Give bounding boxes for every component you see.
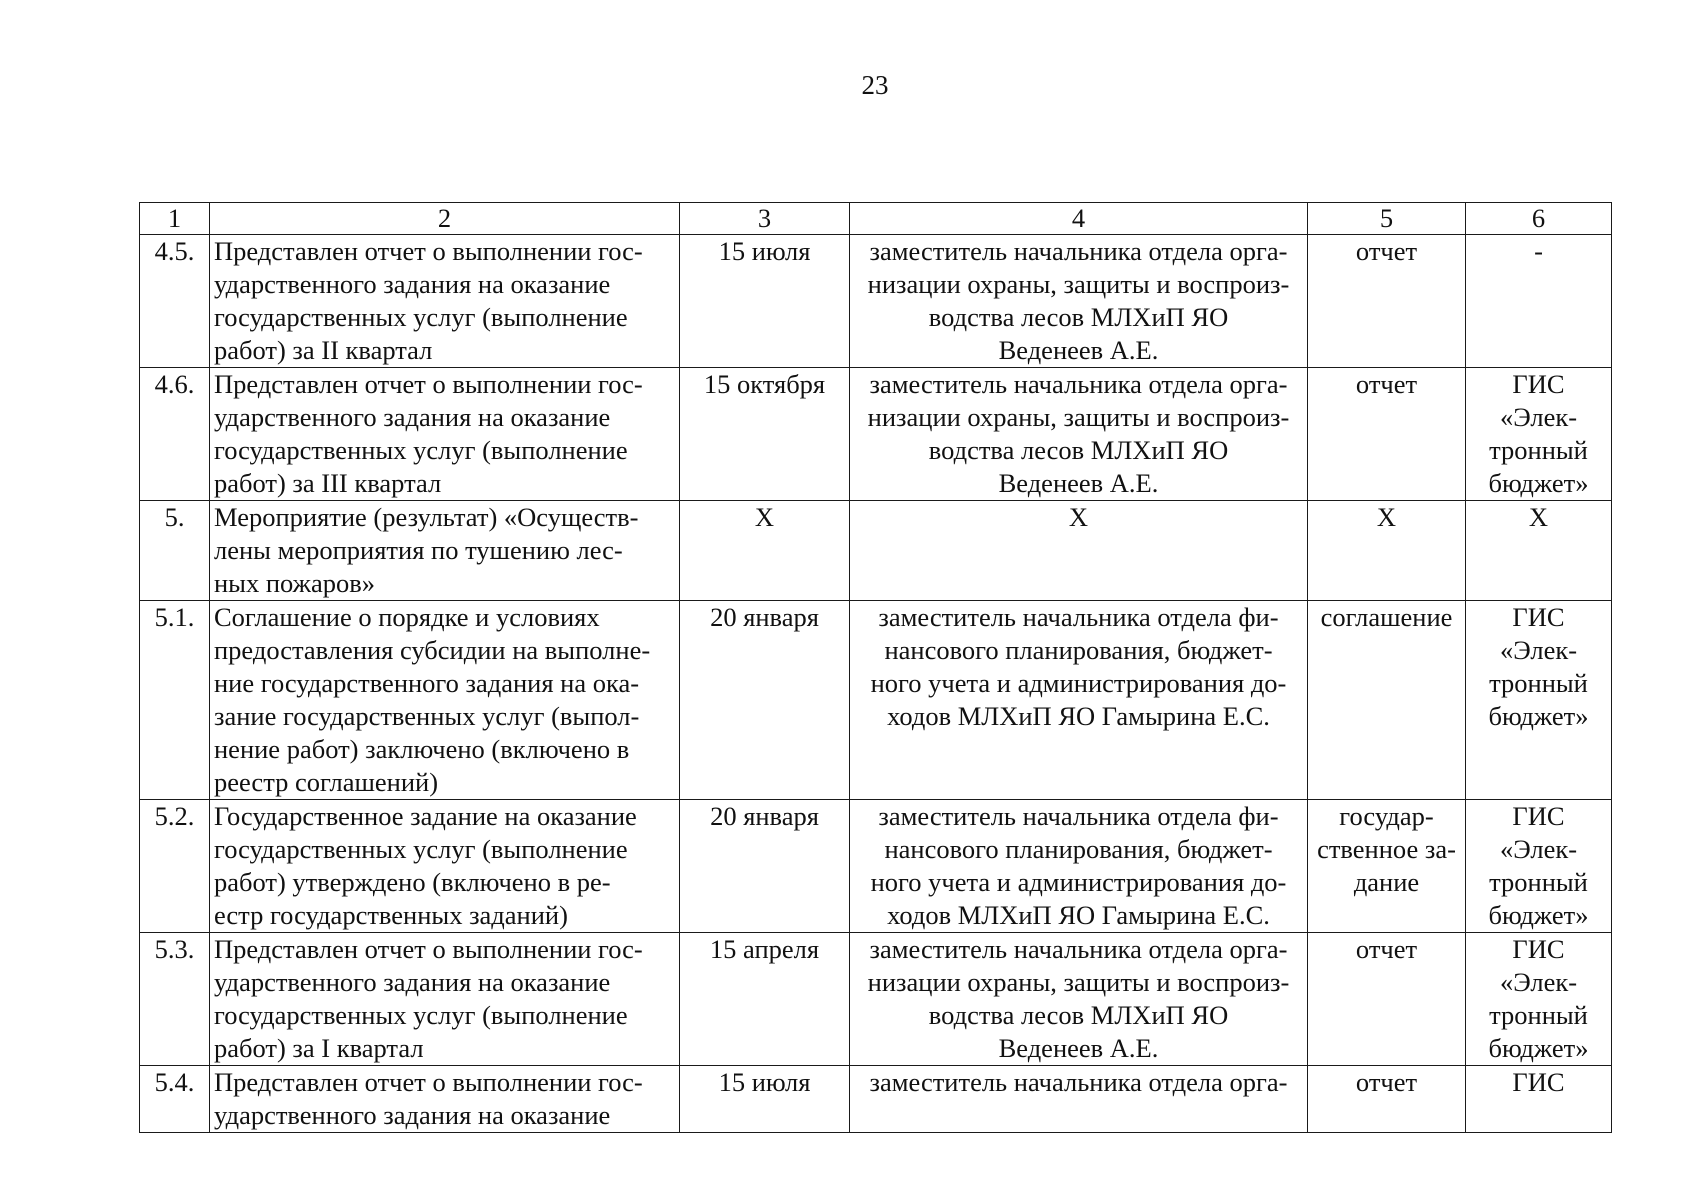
document-type-cell — [1308, 800, 1466, 933]
information-system-cell — [1466, 1066, 1612, 1133]
responsible-cell-line: ного учета и администрирования до- — [870, 668, 1287, 698]
deadline-cell: 20 января — [680, 601, 850, 800]
deadline-cell: X — [680, 501, 850, 601]
event-name-cell-line: государственных услуг (выполнение — [214, 834, 628, 864]
event-name-cell-line: ных пожаров» — [214, 568, 375, 598]
event-name-cell-line: работ) за I квартал — [214, 1033, 424, 1063]
information-system-cell-line: тронный — [1489, 1000, 1588, 1030]
responsible-cell-line: Веденеев А.Е. — [998, 1033, 1159, 1063]
information-system-cell-line: «Элек- — [1499, 834, 1578, 864]
responsible-cell-line: заместитель начальника отдела орга- — [869, 369, 1288, 399]
document-type-cell-line: отчет — [1355, 236, 1418, 266]
responsible-cell-line: водства лесов МЛХиП ЯО — [928, 302, 1229, 332]
responsible-cell-line: ного учета и администрирования до- — [870, 867, 1287, 897]
document-type-cell — [1308, 933, 1466, 1066]
column-header: 2 — [210, 203, 680, 235]
responsible-cell-line: водства лесов МЛХиП ЯО — [928, 435, 1229, 465]
document-type-cell-line: ственное за- — [1317, 834, 1456, 864]
table-row — [140, 501, 1612, 601]
column-header: 3 — [680, 203, 850, 235]
column-header: 5 — [1308, 203, 1466, 235]
responsible-cell — [850, 800, 1308, 933]
row-number-cell: 4.6. — [140, 368, 210, 501]
event-name-cell-line: ударственного задания на оказание — [214, 269, 611, 299]
event-name-cell-line: работ) утверждено (включено в ре- — [214, 867, 611, 897]
information-system-cell — [1466, 501, 1612, 601]
information-system-cell — [1466, 368, 1612, 501]
event-name-cell — [210, 800, 680, 933]
information-system-cell — [1466, 933, 1612, 1066]
table-row — [140, 1066, 1612, 1133]
deadline-cell: 15 июля — [680, 1066, 850, 1133]
event-name-cell-line: государственных услуг (выполнение — [214, 435, 628, 465]
responsible-cell-line: X — [1068, 502, 1089, 532]
event-name-cell-line: зание государственных услуг (выпол- — [214, 701, 640, 731]
information-system-cell-line: бюджет» — [1488, 468, 1589, 498]
event-name-cell-line: Мероприятие (результат) «Осуществ- — [214, 502, 639, 532]
responsible-cell — [850, 933, 1308, 1066]
responsible-cell-line: ходов МЛХиП ЯО Гамырина Е.С. — [887, 900, 1270, 930]
event-name-cell-line: нение работ) заключено (включено в — [214, 734, 630, 764]
event-name-cell-line: Государственное задание на оказание — [214, 801, 637, 831]
event-name-cell-line: лены мероприятия по тушению лес- — [214, 535, 623, 565]
information-system-cell-line: бюджет» — [1488, 1033, 1589, 1063]
event-name-cell-line: предоставления субсидии на выполне- — [214, 635, 651, 665]
information-system-cell-line: тронный — [1489, 435, 1588, 465]
table-row — [140, 933, 1612, 1066]
information-system-cell-line: ГИС — [1512, 1067, 1565, 1097]
event-name-cell-line: Представлен отчет о выполнении гос- — [214, 1067, 643, 1097]
information-system-cell — [1466, 601, 1612, 800]
responsible-cell-line: заместитель начальника отдела фи- — [878, 602, 1279, 632]
document-type-cell — [1308, 235, 1466, 368]
event-name-cell-line: Соглашение о порядке и условиях — [214, 602, 600, 632]
event-name-cell-line: работ) за II квартал — [214, 335, 433, 365]
table-row — [140, 800, 1612, 933]
responsible-cell-line: нансового планирования, бюджет- — [884, 834, 1273, 864]
row-number-cell: 4.5. — [140, 235, 210, 368]
document-type-cell-line: отчет — [1355, 934, 1418, 964]
information-system-cell-line: ГИС — [1512, 369, 1565, 399]
row-number-cell: 5.1. — [140, 601, 210, 800]
event-name-cell-line: Представлен отчет о выполнении гос- — [214, 236, 643, 266]
row-number-cell: 5. — [140, 501, 210, 601]
event-name-cell — [210, 1066, 680, 1133]
document-type-cell-line: государ- — [1339, 801, 1434, 831]
responsible-cell-line: низации охраны, защиты и воспроиз- — [867, 269, 1290, 299]
responsible-cell-line: низации охраны, защиты и воспроиз- — [867, 967, 1290, 997]
responsible-cell-line: низации охраны, защиты и воспроиз- — [867, 402, 1290, 432]
responsible-cell — [850, 1066, 1308, 1133]
event-name-cell-line: ударственного задания на оказание — [214, 1100, 611, 1130]
information-system-cell-line: бюджет» — [1488, 701, 1589, 731]
document-type-cell-line: отчет — [1355, 369, 1418, 399]
responsible-cell-line: заместитель начальника отдела орга- — [869, 934, 1288, 964]
table-header-row — [140, 203, 1612, 235]
responsible-cell-line: Веденеев А.Е. — [998, 335, 1159, 365]
event-name-cell — [210, 368, 680, 501]
event-name-cell — [210, 235, 680, 368]
document-type-cell-line: X — [1376, 502, 1397, 532]
event-name-cell — [210, 601, 680, 800]
event-name-cell — [210, 501, 680, 601]
event-name-cell-line: Представлен отчет о выполнении гос- — [214, 934, 643, 964]
responsible-cell-line: ходов МЛХиП ЯО Гамырина Е.С. — [887, 701, 1270, 731]
information-system-cell-line: ГИС — [1512, 934, 1565, 964]
information-system-cell-line: бюджет» — [1488, 900, 1589, 930]
responsible-cell-line: водства лесов МЛХиП ЯО — [928, 1000, 1229, 1030]
responsible-cell — [850, 501, 1308, 601]
responsible-cell-line: заместитель начальника отдела орга- — [869, 236, 1288, 266]
responsible-cell-line: Веденеев А.Е. — [998, 468, 1159, 498]
information-system-cell — [1466, 235, 1612, 368]
plan-table — [139, 202, 1612, 1133]
event-name-cell-line: ударственного задания на оказание — [214, 402, 611, 432]
row-number-cell: 5.2. — [140, 800, 210, 933]
document-type-cell-line: дание — [1353, 867, 1420, 897]
information-system-cell-line: «Элек- — [1499, 635, 1578, 665]
column-header: 4 — [850, 203, 1308, 235]
information-system-cell-line: «Элек- — [1499, 402, 1578, 432]
table-row — [140, 235, 1612, 368]
event-name-cell-line: ние государственного задания на ока- — [214, 668, 640, 698]
document-type-cell-line: соглашение — [1320, 602, 1453, 632]
document-type-cell-line: отчет — [1355, 1067, 1418, 1097]
page-number: 23 — [861, 70, 889, 100]
column-header: 6 — [1466, 203, 1612, 235]
document-type-cell — [1308, 368, 1466, 501]
responsible-cell-line: нансового планирования, бюджет- — [884, 635, 1273, 665]
event-name-cell-line: государственных услуг (выполнение — [214, 302, 628, 332]
event-name-cell-line: работ) за III квартал — [214, 468, 442, 498]
table-body — [140, 235, 1612, 1133]
information-system-cell-line: X — [1528, 502, 1549, 532]
responsible-cell-line: заместитель начальника отдела орга- — [869, 1067, 1288, 1097]
deadline-cell: 15 июля — [680, 235, 850, 368]
document-type-cell — [1308, 501, 1466, 601]
event-name-cell — [210, 933, 680, 1066]
event-name-cell-line: естр государственных заданий) — [214, 900, 568, 930]
event-name-cell-line: Представлен отчет о выполнении гос- — [214, 369, 643, 399]
table-row — [140, 601, 1612, 800]
information-system-cell-line: ГИС — [1512, 602, 1565, 632]
document-type-cell — [1308, 601, 1466, 800]
information-system-cell-line: тронный — [1489, 668, 1588, 698]
row-number-cell: 5.3. — [140, 933, 210, 1066]
information-system-cell-line: ГИС — [1512, 801, 1565, 831]
information-system-cell-line: тронный — [1489, 867, 1588, 897]
responsible-cell-line: заместитель начальника отдела фи- — [878, 801, 1279, 831]
column-header: 1 — [140, 203, 210, 235]
information-system-cell-line: - — [1534, 236, 1543, 266]
row-number-cell: 5.4. — [140, 1066, 210, 1133]
responsible-cell — [850, 601, 1308, 800]
event-name-cell-line: реестр соглашений) — [214, 767, 439, 797]
deadline-cell: 15 апреля — [680, 933, 850, 1066]
deadline-cell: 15 октября — [680, 368, 850, 501]
responsible-cell — [850, 368, 1308, 501]
information-system-cell — [1466, 800, 1612, 933]
document-type-cell — [1308, 1066, 1466, 1133]
responsible-cell — [850, 235, 1308, 368]
deadline-cell: 20 января — [680, 800, 850, 933]
event-name-cell-line: ударственного задания на оказание — [214, 967, 611, 997]
event-name-cell-line: государственных услуг (выполнение — [214, 1000, 628, 1030]
table-row — [140, 368, 1612, 501]
information-system-cell-line: «Элек- — [1499, 967, 1578, 997]
